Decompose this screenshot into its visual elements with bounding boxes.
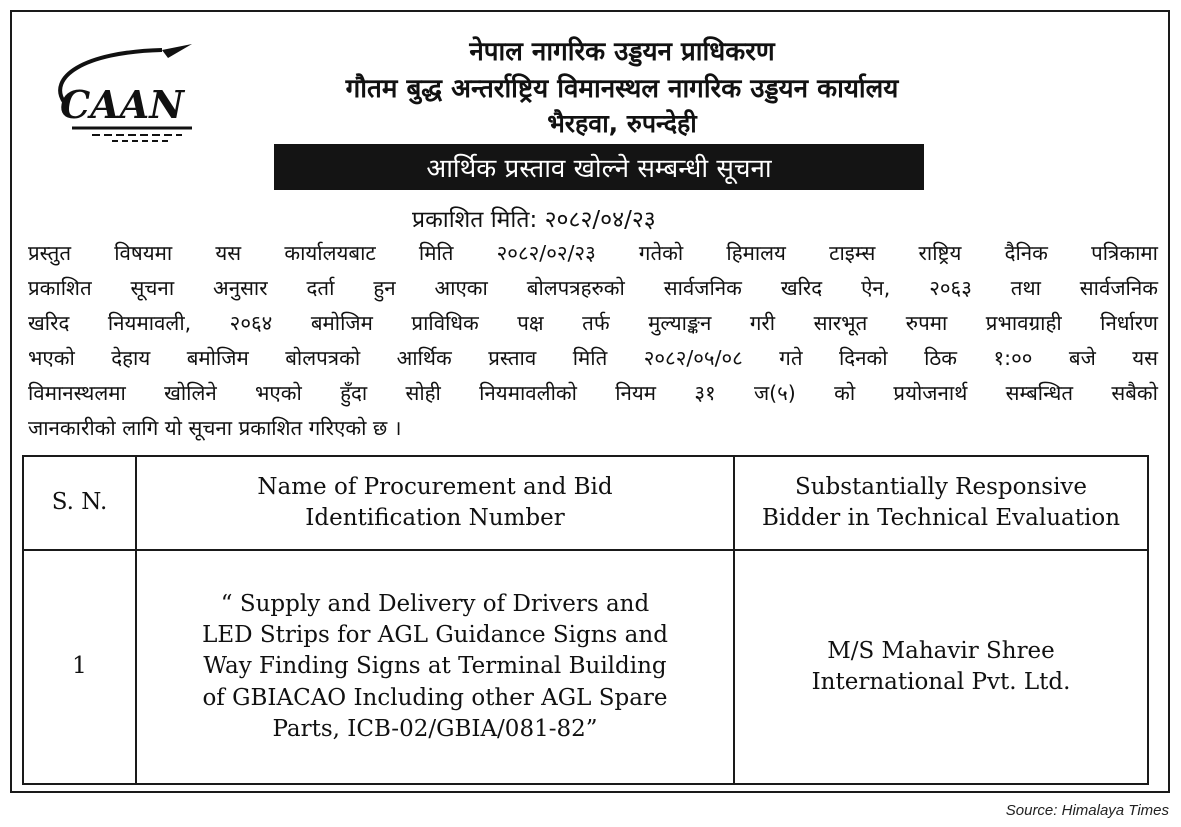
cell-sn: 1 bbox=[23, 550, 136, 784]
source-credit: Source: Himalaya Times bbox=[1005, 802, 1169, 819]
name-line: “ Supply and Delivery of Drivers and bbox=[220, 591, 650, 618]
name-line: LED Strips for AGL Guidance Signs and bbox=[202, 622, 668, 649]
name-line: of GBIACAO Including other AGL Spare bbox=[202, 684, 668, 711]
bid-table bbox=[22, 455, 1149, 785]
caan-logo bbox=[42, 40, 212, 150]
body-line: विमानस्थलमा खोलिने भएको हुँदा सोही नियमावलीको नियम ३१ ज(५) को प्रयोजनार्थ सम्बन्धित सबैको bbox=[28, 381, 1158, 405]
notice-body bbox=[28, 236, 1158, 446]
bidder-line: M/S Mahavir Shree bbox=[827, 637, 1055, 664]
body-line: भएको देहाय बमोजिम बोलपत्रको आर्थिक प्रस्ताव मिति २०८२/०५/०८ गते दिनको ठिक १:०० बजे यस bbox=[28, 346, 1158, 370]
office-location: भैरहवा, रुपन्देही bbox=[547, 109, 697, 138]
name-line: Way Finding Signs at Terminal Building bbox=[203, 653, 667, 680]
logo-wordmark: CAAN bbox=[60, 82, 184, 127]
header-responsive-bidder bbox=[734, 456, 1148, 550]
body-line: खरिद नियमावली, २०६४ बमोजिम प्राविधिक पक्ष तर्फ मुल्याङ्कन गरी सारभूत रुपमा प्रभावग्राही निर्धारण bbox=[28, 311, 1158, 335]
office-name: गौतम बुद्ध अन्तर्राष्ट्रिय विमानस्थल नागरिक उड्डयन कार्यालय bbox=[345, 74, 899, 104]
cell-procurement-name bbox=[136, 550, 734, 784]
name-line: Parts, ICB-02/GBIA/081-82” bbox=[272, 715, 598, 742]
body-line: प्रस्तुत विषयमा यस कार्यालयबाट मिति २०८२/०२/२३ गतेको हिमालय टाइम्स राष्ट्रिय दैनिक पत्रिकामा bbox=[28, 241, 1158, 265]
header-name-line: Identification Number bbox=[305, 505, 565, 531]
table-header-row bbox=[23, 456, 1148, 550]
header-bidder-line: Bidder in Technical Evaluation bbox=[761, 505, 1121, 531]
body-line: प्रकाशित सूचना अनुसार दर्ता हुन आएका बोलपत्रहरुको सार्वजनिक खरिद ऐन, २०६३ तथा सार्वजनिक bbox=[28, 276, 1158, 300]
notice-title-bar bbox=[274, 144, 924, 190]
table-row bbox=[23, 550, 1148, 784]
header-name-line: Name of Procurement and Bid bbox=[257, 473, 613, 500]
header-procurement-name bbox=[136, 456, 734, 550]
published-date: प्रकाशित मिति: २०८२/०४/२३ bbox=[412, 207, 656, 233]
header-bidder-line: Substantially Responsive bbox=[794, 473, 1088, 500]
authority-name: नेपाल नागरिक उड्डयन प्राधिकरण bbox=[469, 37, 775, 67]
cell-bidder bbox=[734, 550, 1148, 784]
header-sn: S. N. bbox=[23, 456, 136, 550]
notice-title: आर्थिक प्रस्ताव खोल्ने सम्बन्धी सूचना bbox=[426, 154, 772, 184]
bidder-line: International Pvt. Ltd. bbox=[811, 669, 1071, 695]
body-line: जानकारीको लागि यो सूचना प्रकाशित गरिएको छ । bbox=[28, 416, 402, 440]
